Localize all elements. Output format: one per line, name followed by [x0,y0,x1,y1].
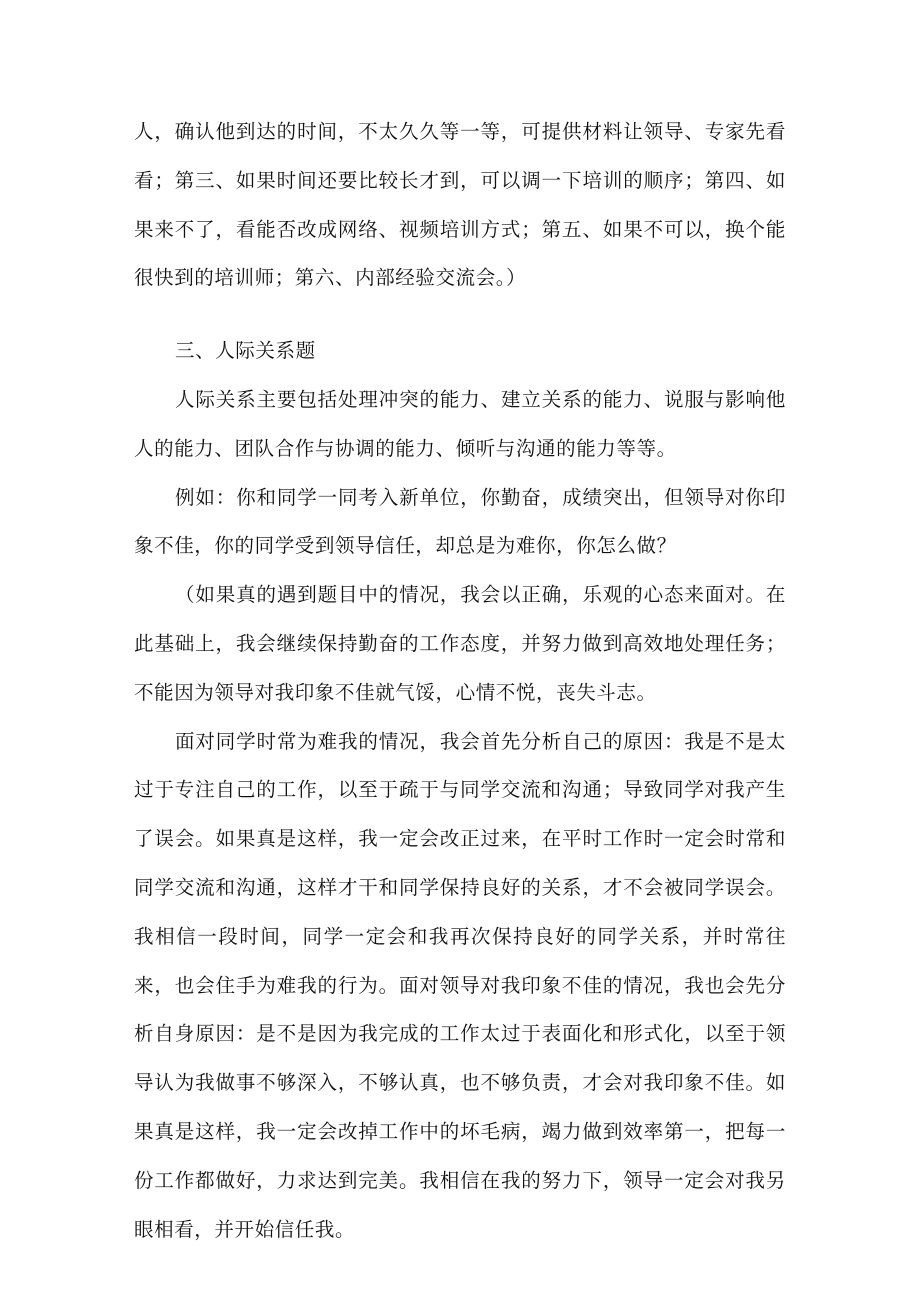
paragraph-example: 例如：你和同学一同考入新单位，你勤奋，成绩突出，但领导对你印象不佳，你的同学受到领导信任，却总是为难你，你怎么做？ [134,485,786,558]
paragraph-answer-2: 面对同学时常为难我的情况，我会首先分析自己的原因：我是不是太过于专注自己的工作，以至于疏于与同学交流和沟通；导致同学对我产生了误会。如果真是这样，我一定会改正过来，在平时工作时一定会时常和同学交流和沟通，这样才干和同学保持良好的关系，才不会被同学误会。我相信一段时间，同学一定会和我再次保持良好的同学关系，并时常往来，也会住手为难我的行为。面对领导对我印象不佳的情况，我也会先分析自身原因：是不是因为我完成的工作太过于表面化和形式化，以至于领导认为我做事不够深入，不够认真，也不够负责，才会对我印象不佳。如果真是这样，我一定会改掉工作中的坏毛病，竭力做到效率第一，把每一份工作都做好，力求达到完美。我相信在我的努力下，领导一定会对我另眼相看，并开始信任我。 [134,729,786,1241]
document-body [134,108,786,1254]
paragraph-answer-1: （如果真的遇到题目中的情况，我会以正确，乐观的心态来面对。在此基础上，我会继续保持勤奋的工作态度，并努力做到高效地处理任务；不能因为领导对我印象不佳就气馁，心情不悦，丧失斗志。 [134,583,786,704]
section-heading: 三、人际关系题 [175,339,316,363]
paragraph-intro: 人际关系主要包括处理冲突的能力、建立关系的能力、说服与影响他人的能力、团队合作与协调的能力、倾听与沟通的能力等等。 [134,387,786,460]
paragraph-continuation: 人，确认他到达的时间，不太久久等一等，可提供材料让领导、专家先看看；第三、如果时间还要比较长才到，可以调一下培训的顺序；第四、如果来不了，看能否改成网络、视频培训方式；第五、如果不可以，换个能很快到的培训师；第六、内部经验交流会。） [134,120,786,290]
